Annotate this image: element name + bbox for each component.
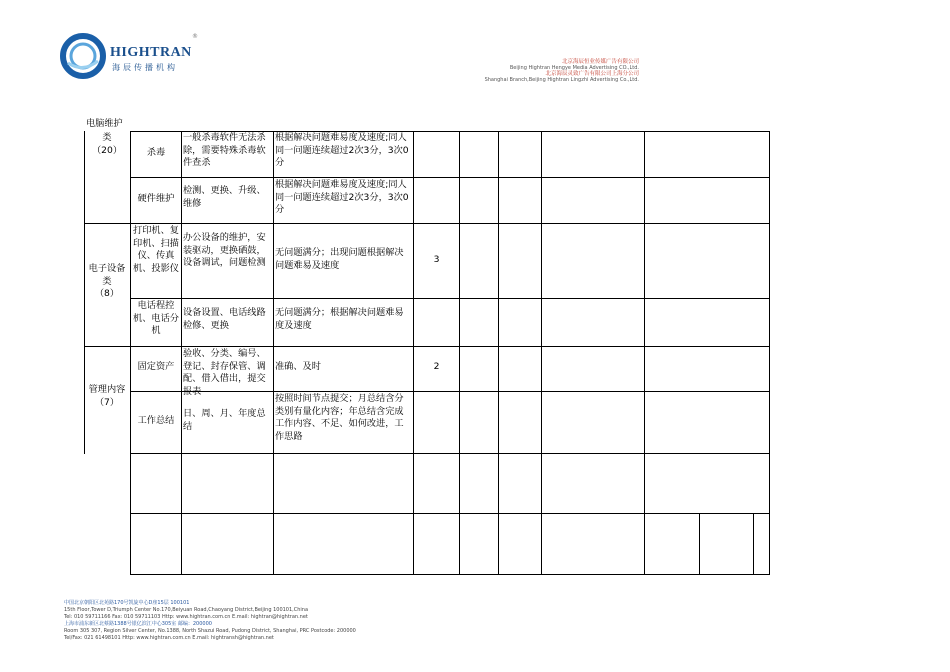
score-cell: 2 — [433, 361, 440, 372]
footer-line: 中国北京朝阳区北苑路170号凯旋中心D座15层 100101 — [64, 600, 190, 606]
group-weight: （8） — [94, 288, 120, 299]
standard-cell: 无问题满分；出现问题根据解决问题难易及速度 — [275, 247, 404, 271]
table-line — [753, 513, 754, 575]
group-weight: （20） — [91, 144, 123, 156]
table-line — [130, 513, 769, 514]
company-name-en-2: Shanghai Branch,Beijing Hightran Lingzhi Advertising Co.,Ltd. — [484, 77, 639, 83]
content-cell: 日、周、月、年度总结 — [183, 408, 266, 432]
footer-address — [64, 600, 464, 642]
group-name-cont: 类 — [102, 275, 112, 287]
table-line — [130, 574, 769, 575]
table-line — [84, 223, 769, 224]
group-name: 类 — [102, 132, 112, 143]
content-cell: 办公设备的维护，安装驱动，更换硒鼓，设备调试，问题检测 — [183, 232, 266, 268]
footer-line: Room 305 307, Region Silver Center, No.1388, North Shazui Road, Pudong District, Shanghai, PRC Postcode: 200000 — [64, 628, 356, 634]
company-name-cn-2: 北京海辰灵致广告有限公司上海分公司 — [545, 71, 639, 77]
standard-cell: 准确、及时 — [275, 361, 321, 372]
content-cell: 设备设置、电话线路检修、更换 — [183, 307, 266, 331]
table-line — [130, 177, 769, 178]
standard-cell: 根据解决问题难易度及速度;同人同一问题连续超过2次3分，3次0分 — [275, 132, 409, 168]
item-cell: 电话程控机、电话分机 — [133, 300, 179, 336]
group-name: 管理内容 — [88, 384, 126, 395]
table-line — [541, 131, 542, 575]
group-label-electronics — [84, 263, 130, 301]
table-line — [769, 131, 770, 575]
standard-cell: 无问题满分；根据解决问题难易度及速度 — [275, 307, 404, 331]
group-weight: （7） — [94, 396, 120, 408]
item-cell: 固定资产 — [137, 361, 175, 372]
table-line — [498, 131, 499, 575]
section-label: 电脑维护 — [86, 118, 123, 129]
content-cell: 检测、更换、升级、维修 — [183, 185, 266, 209]
footer-line: Tel: 010 59711166 Fax: 010 59711103 Http: www.hightran.com.cn E.mail: hightran@hightran.net — [64, 614, 308, 620]
table-line — [273, 131, 274, 575]
registered-mark: ® — [192, 33, 198, 40]
item-cell: 工作总结 — [137, 415, 175, 426]
table-line — [699, 513, 700, 575]
table-line — [644, 131, 645, 575]
table-line — [459, 131, 460, 575]
logo-brand-cn: 海辰传播机构 — [112, 63, 178, 72]
logo-brand: HIGHTRAN — [110, 45, 192, 60]
footer-line: Tel/Fax: 021 61498101 Http: www.hightran.com.cn E.mail: hightransh@hightran.net — [64, 635, 274, 641]
company-name-cn-1: 北京海辰恒业传媒广告有限公司 — [561, 59, 639, 65]
table-line — [413, 131, 414, 575]
group-name: 电子设备 — [88, 263, 126, 274]
item-cell: 打印机、复印机、扫描仪、传真机、投影仪 — [133, 225, 179, 274]
item-cell: 硬件维护 — [137, 193, 175, 204]
footer-line: 15th Floor,Tower D,Triumph Center No.170,Beiyuan Road,Chaoyang District,Beijing 100101,China — [64, 607, 309, 613]
content-cell: 一般杀毒软件无法杀除，需要特殊杀毒软件查杀 — [183, 132, 266, 168]
table-line — [130, 453, 769, 454]
standard-cell: 根据解决问题难易度及速度;同人同一问题连续超过2次3分，3次0分 — [275, 179, 409, 215]
table-line — [84, 346, 769, 347]
footer-line: 上海市浦东新区北蔡路1388号银亿滨江中心305室 邮编：200000 — [64, 621, 212, 627]
item-cell: 杀毒 — [146, 147, 166, 158]
table-line — [181, 131, 182, 575]
group-label-computer — [84, 132, 130, 157]
content-cell: 验收、分类、编号、登记、封存保管、调配、借入借出，提交报表 — [183, 348, 266, 397]
group-label-management — [84, 384, 130, 409]
company-name-en-1: Beijing Hightran Hengye Media Advertising CO.,Ltd. — [509, 65, 639, 71]
standard-cell: 按照时间节点提交；月总结含分类别有量化内容；年总结含完成工作内容、不足、如何改进，工作思路 — [275, 393, 404, 442]
score-cell: 3 — [433, 254, 440, 265]
table-line — [130, 298, 769, 299]
